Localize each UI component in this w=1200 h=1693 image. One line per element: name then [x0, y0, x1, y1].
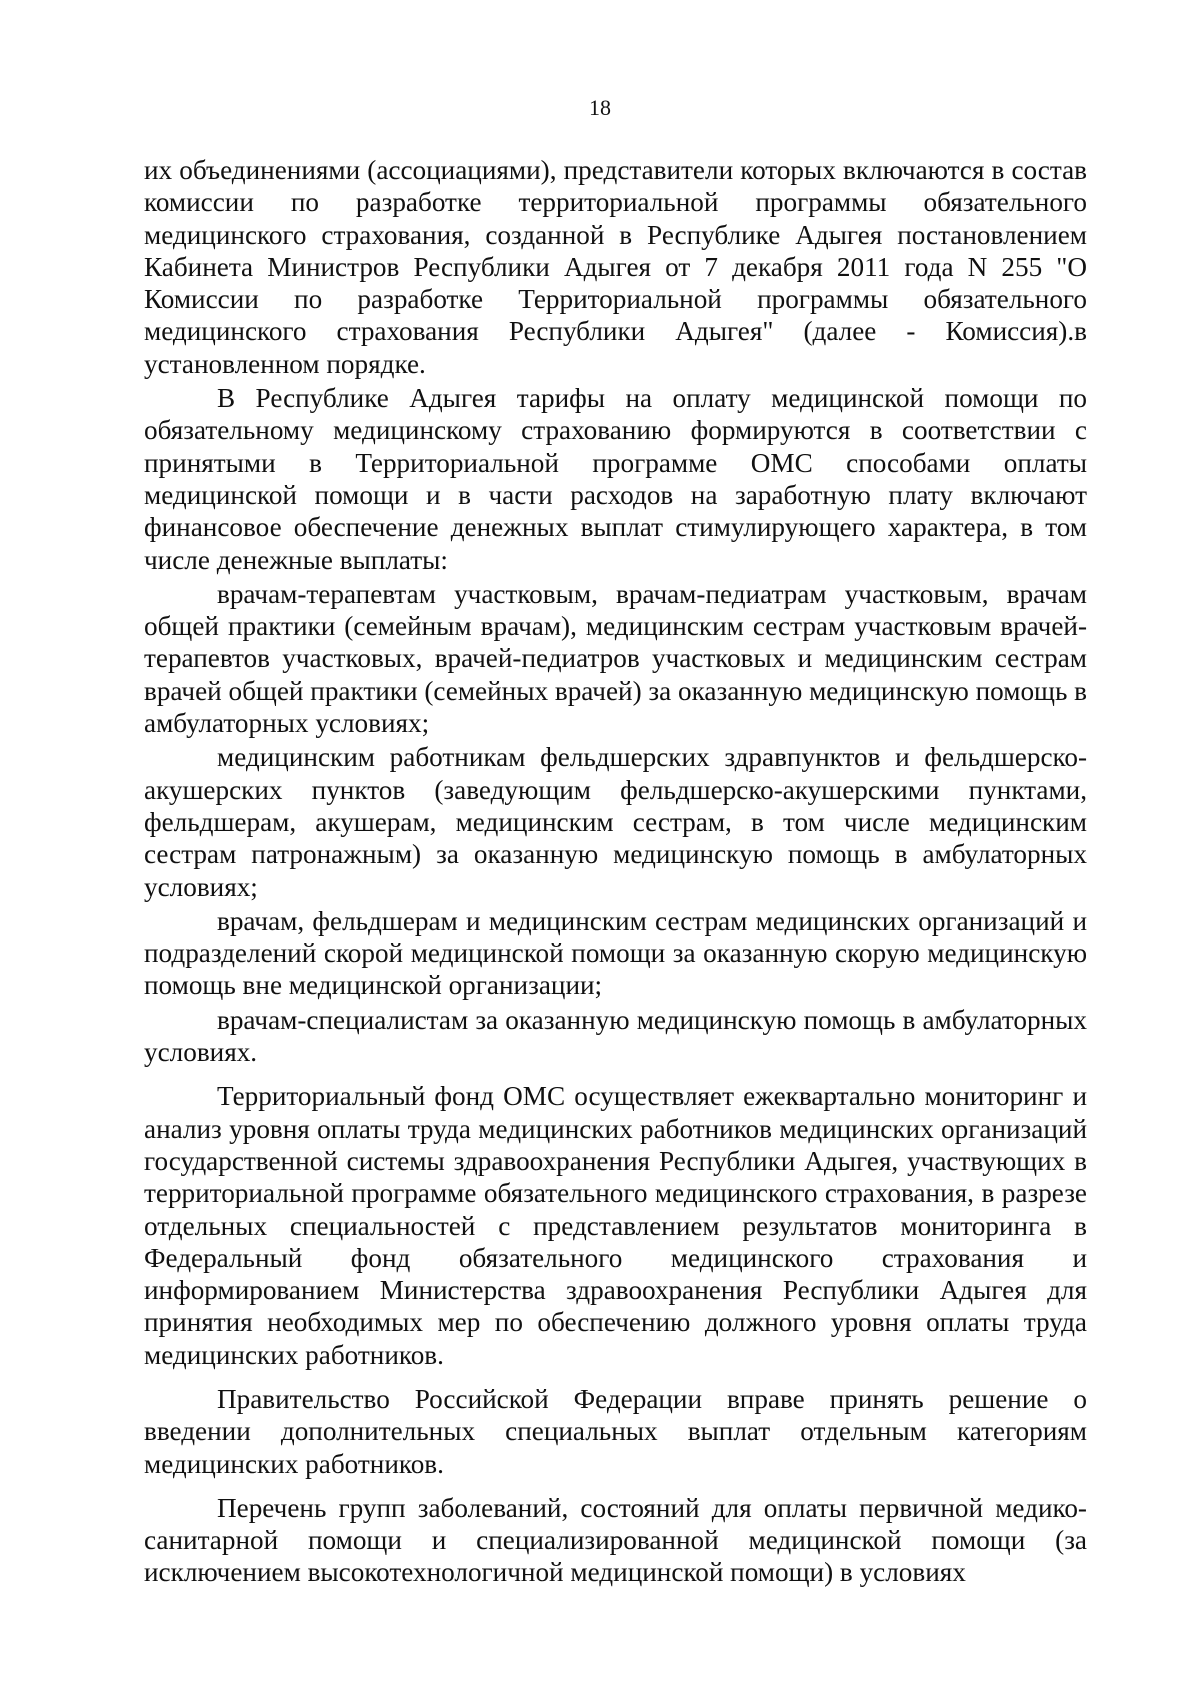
paragraph-disease-groups: Перечень групп заболеваний, состояний для оплаты первичной медико-санитарной помощи и специализированной медицинской помощи (за исключением высокотехнологичной медицинской помощи) в условиях [144, 1492, 1087, 1588]
paragraph-tariffs: В Республике Адыгея тарифы на оплату медицинской помощи по обязательному медицинскому страхованию формируются в соответствии с принятыми в Территориальной программе ОМС способами оплаты медицинской помощи и в части расходов на заработную плату включают финансовое обеспечение денежных выплат стимулирующего характера, в том числе денежные выплаты: [144, 383, 1087, 575]
paragraph-list-item-emergency: врачам, фельдшерам и медицинским сестрам медицинских организаций и подразделений скорой медицинской помощи за оказанную скорую медицинскую помощь вне медицинской организации; [144, 905, 1087, 1001]
paragraph-continuation: их объединениями (ассоциациями), представители которых включаются в состав комиссии по разработке территориальной программы обязательного медицинского страхования, созданной в Республике Адыгея постановлением Кабинета Министров Республики Адыгея от 7 декабря 2011 года N 255 "О Комиссии по разработке Территориальной программы обязательного медицинского страхования Республики Адыгея" (далее - Комиссия).в установленном порядке. [144, 155, 1087, 379]
paragraph-list-item-therapists: врачам-терапевтам участковым, врачам-педиатрам участковым, врачам общей практики (семейным врачам), медицинским сестрам участковым врачей-терапевтов участковых, врачей-педиатров участковых и медицинским сестрам врачей общей практики (семейных врачей) за оказанную медицинскую помощь в амбулаторных условиях; [144, 578, 1088, 739]
document-body [144, 154, 1087, 1589]
paragraph-list-item-specialists: врачам-специалистам за оказанную медицинскую помощь в амбулаторных условиях. [144, 1004, 1087, 1068]
paragraph-list-item-feldsher-points: медицинским работникам фельдшерских здравпунктов и фельдшерско-акушерских пунктов (заведующим фельдшерско-акушерскими пунктами, фельдшерам, акушерам, медицинским сестрам, в том числе медицинским сестрам патронажным) за оказанную медицинскую помощь в амбулаторных условиях; [144, 742, 1087, 902]
page-number: 18 [589, 95, 611, 120]
paragraph-government: Правительство Российской Федерации вправе принять решение о введении дополнительных специальных выплат отдельным категориям медицинских работников. [144, 1383, 1087, 1479]
paragraph-monitoring: Территориальный фонд ОМС осуществляет ежеквартально мониторинг и анализ уровня оплаты труда медицинских работников медицинских организаций государственной системы здравоохранения Республики Адыгея, участвующих в территориальной программе обязательного медицинского страхования, в разрезе отдельных специальностей с представлением результатов мониторинга в Федеральный фонд обязательного медицинского страхования и информированием Министерства здравоохранения Республики Адыгея для принятия необходимых мер по обеспечению должного уровня оплаты труда медицинских работников. [144, 1081, 1087, 1370]
